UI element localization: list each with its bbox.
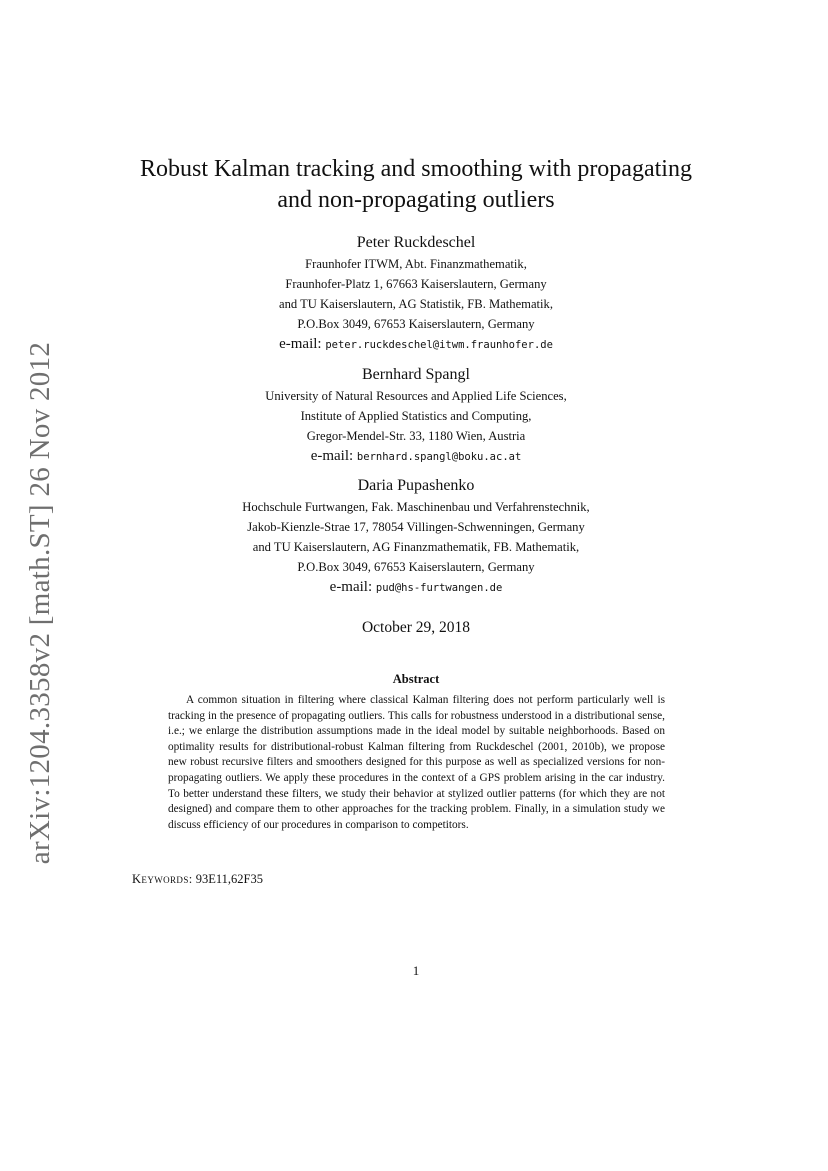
- paper-title: [100, 154, 732, 216]
- author-block-pupashenko: [120, 475, 712, 598]
- author-block-ruckdeschel: [120, 232, 712, 355]
- email-label: e-mail:: [279, 336, 322, 352]
- affiliation-line: Fraunhofer ITWM, Abt. Finanzmathematik,: [305, 257, 527, 271]
- keywords-line: [132, 872, 263, 887]
- author-name: Bernhard Spangl: [362, 366, 470, 383]
- affiliation-line: P.O.Box 3049, 67653 Kaiserslautern, Germany: [297, 560, 535, 574]
- page-number: 1: [412, 963, 420, 978]
- email-label: e-mail:: [310, 448, 354, 464]
- affiliation-line: and TU Kaiserslautern, AG Statistik, FB. Mathematik,: [279, 297, 553, 311]
- abstract-heading: Abstract: [392, 672, 440, 686]
- title-line: and non-propagating outliers: [277, 187, 555, 213]
- affiliation-line: Fraunhofer-Platz 1, 67663 Kaiserslautern, Germany: [285, 277, 547, 291]
- affiliation-line: Institute of Applied Statistics and Computing,: [300, 409, 532, 423]
- email-line: [120, 334, 712, 355]
- keywords-label: Keywords:: [132, 872, 193, 886]
- affiliation-line: Hochschule Furtwangen, Fak. Maschinenbau und Verfahrenstechnik,: [242, 500, 590, 514]
- affiliation-line: Jakob-Kienzle-Strae 17, 78054 Villingen-Schwenningen, Germany: [247, 520, 585, 534]
- paper-date: October 29, 2018: [361, 619, 471, 636]
- email-line: [120, 446, 712, 467]
- affiliation-line: and TU Kaiserslautern, AG Finanzmathematik, FB. Mathematik,: [252, 540, 580, 554]
- title-line: Robust Kalman tracking and smoothing with propagating: [140, 156, 692, 182]
- arxiv-identifier-stamp: arXiv:1204.3358v2 [math.ST] 26 Nov 2012: [24, 341, 56, 865]
- email-address[interactable]: bernhard.spangl@boku.ac.at: [356, 451, 522, 463]
- author-name: Peter Ruckdeschel: [356, 234, 476, 251]
- affiliation-line: P.O.Box 3049, 67653 Kaiserslautern, Germany: [297, 317, 535, 331]
- email-line: [120, 577, 712, 598]
- author-name: Daria Pupashenko: [357, 477, 475, 494]
- email-address[interactable]: pud@hs-furtwangen.de: [375, 582, 503, 594]
- author-block-spangl: [120, 364, 712, 467]
- email-label: e-mail:: [329, 579, 373, 595]
- affiliation-line: Gregor-Mendel-Str. 33, 1180 Wien, Austria: [306, 429, 526, 443]
- abstract-text: A common situation in filtering where classical Kalman filtering does not perform particularly well is tracking in the presence of propagating outliers. This calls for robustness understood in a distributional sense, i.e.; we enlarge the distribution assumptions made in the ideal model by suitable neighborhoods. Based on optimality results for distributional-robust Kalman filtering from Ruckdeschel (2001, 2010b), we propose new robust recursive filters and smoothers designed for this purpose as well as specialized versions for non-propagating outliers. We apply these procedures in the context of a GPS problem arising in the car industry. To better understand these filters, we study their behavior at stylized outlier patterns (for which they are not designed) and compare them to other approaches for the tracking problem. Finally, in a simulation study we discuss efficiency of our procedures in comparison to competitors.: [168, 694, 665, 831]
- affiliation-line: University of Natural Resources and Applied Life Sciences,: [265, 389, 567, 403]
- keywords-value: 93E11,62F35: [195, 872, 263, 886]
- email-address[interactable]: peter.ruckdeschel@itwm.fraunhofer.de: [325, 339, 553, 351]
